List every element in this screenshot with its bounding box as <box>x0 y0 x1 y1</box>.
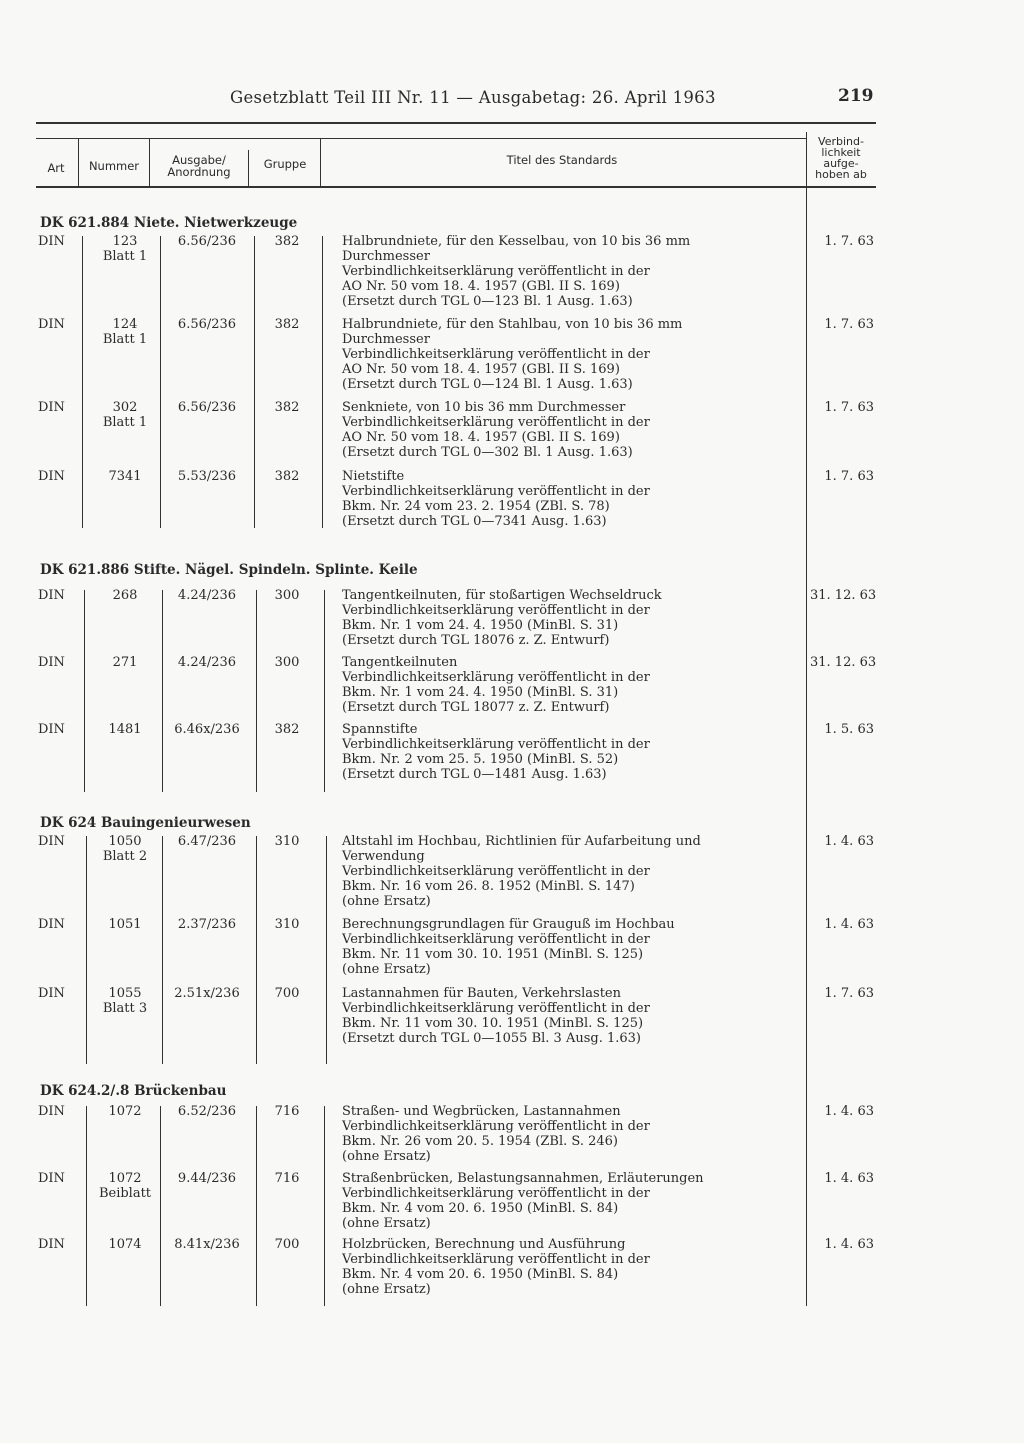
section-heading: DK 621.884 Niete. Nietwerkzeuge <box>40 215 298 231</box>
cell-nummer: 302 <box>112 400 138 415</box>
column-divider <box>254 236 255 528</box>
header-ausgabe-line1: Ausgabe/ <box>172 153 226 167</box>
cell-title-line: (Ersetzt durch TGL 0—1481 Ausg. 1.63) <box>342 767 607 782</box>
column-divider <box>256 836 257 1064</box>
cell-date: 1. 7. 63 <box>824 400 874 415</box>
cell-title-line: Verbindlichkeitserklärung veröffentlicht in der <box>342 932 650 947</box>
header-verb-line4: hoben ab <box>815 168 867 181</box>
cell-title-line: Verbindlichkeitserklärung veröffentlicht in der <box>342 864 650 879</box>
header-verb-line1: Verbind- <box>818 135 864 148</box>
cell-nummer: 1051 <box>108 917 142 932</box>
header-verb-line3: aufge- <box>823 157 859 170</box>
cell-title-line: Senkniete, von 10 bis 36 mm Durchmesser <box>342 400 626 415</box>
cell-date: 31. 12. 63 <box>810 588 877 603</box>
cell-title-line: Straßen- und Wegbrücken, Lastannahmen <box>342 1104 621 1119</box>
cell-date: 1. 4. 63 <box>824 834 874 849</box>
cell-nummer: Blatt 1 <box>102 249 148 264</box>
cell-art: DIN <box>38 1237 65 1252</box>
cell-title-line: Bkm. Nr. 1 vom 24. 4. 1950 (MinBl. S. 31) <box>342 685 619 700</box>
cell-date: 1. 4. 63 <box>824 1104 874 1119</box>
cell-title-line: (Ersetzt durch TGL 0—123 Bl. 1 Ausg. 1.63) <box>342 294 633 309</box>
column-divider <box>326 836 327 1064</box>
cell-title-line: Verbindlichkeitserklärung veröffentlicht in der <box>342 415 650 430</box>
column-divider <box>160 236 161 528</box>
cell-nummer: 271 <box>112 655 138 670</box>
header-rule-top <box>36 138 806 139</box>
cell-ausgabe: 6.46x/236 <box>174 722 240 737</box>
cell-date: 1. 7. 63 <box>824 986 874 1001</box>
cell-date: 1. 7. 63 <box>824 234 874 249</box>
cell-title-line: Bkm. Nr. 24 vom 23. 2. 1954 (ZBl. S. 78) <box>342 499 610 514</box>
cell-title-line: Bkm. Nr. 4 vom 20. 6. 1950 (MinBl. S. 84) <box>342 1201 619 1216</box>
cell-ausgabe: 2.37/236 <box>177 917 237 932</box>
cell-title-line: (ohne Ersatz) <box>342 1149 431 1164</box>
column-divider <box>162 590 163 792</box>
cell-ausgabe: 6.56/236 <box>177 317 237 332</box>
date-column-rule <box>806 186 807 1306</box>
cell-ausgabe: 6.56/236 <box>177 234 237 249</box>
cell-gruppe: 382 <box>274 469 300 484</box>
cell-nummer: Blatt 1 <box>102 415 148 430</box>
running-head: Gesetzblatt Teil III Nr. 11 — Ausgabetag: 26. April 1963 <box>230 88 716 107</box>
column-divider <box>84 590 85 792</box>
column-divider <box>86 1106 87 1306</box>
cell-date: 1. 5. 63 <box>824 722 874 737</box>
cell-nummer: 123 <box>112 234 138 249</box>
header-divider <box>149 138 150 186</box>
cell-title-line: (Ersetzt durch TGL 0—302 Bl. 1 Ausg. 1.63) <box>342 445 633 460</box>
column-divider <box>86 836 87 1064</box>
cell-title-line: Bkm. Nr. 2 vom 25. 5. 1950 (MinBl. S. 52) <box>342 752 619 767</box>
cell-art: DIN <box>38 317 65 332</box>
cell-ausgabe: 4.24/236 <box>177 655 237 670</box>
cell-title-line: Bkm. Nr. 16 vom 26. 8. 1952 (MinBl. S. 147) <box>342 879 635 894</box>
cell-art: DIN <box>38 1171 65 1186</box>
cell-art: DIN <box>38 1104 65 1119</box>
cell-title-line: Verbindlichkeitserklärung veröffentlicht in der <box>342 1119 650 1134</box>
cell-title-line: Verbindlichkeitserklärung veröffentlicht in der <box>342 1001 650 1016</box>
cell-nummer: 124 <box>112 317 138 332</box>
cell-title-line: Verbindlichkeitserklärung veröffentlicht in der <box>342 670 650 685</box>
cell-title-line: (Ersetzt durch TGL 18076 z. Z. Entwurf) <box>342 633 610 648</box>
cell-gruppe: 382 <box>274 722 300 737</box>
cell-ausgabe: 6.52/236 <box>177 1104 237 1119</box>
header-verb-line2: lichkeit <box>821 146 861 159</box>
cell-nummer: 1074 <box>108 1237 142 1252</box>
cell-title-line: Verbindlichkeitserklärung veröffentlicht in der <box>342 737 650 752</box>
cell-nummer: 1072 <box>108 1104 142 1119</box>
cell-title-line: (Ersetzt durch TGL 0—7341 Ausg. 1.63) <box>342 514 607 529</box>
cell-title-line: Bkm. Nr. 11 vom 30. 10. 1951 (MinBl. S. 125) <box>342 947 644 962</box>
column-divider <box>82 236 83 528</box>
column-divider <box>160 1106 161 1306</box>
cell-title-line: (ohne Ersatz) <box>342 1282 431 1297</box>
cell-nummer: 7341 <box>108 469 142 484</box>
cell-art: DIN <box>38 834 65 849</box>
cell-title-line: Straßenbrücken, Belastungsannahmen, Erläuterungen <box>342 1171 704 1186</box>
cell-title-line: Verbindlichkeitserklärung veröffentlicht in der <box>342 347 650 362</box>
cell-nummer: 1072 <box>108 1171 142 1186</box>
cell-ausgabe: 5.53/236 <box>177 469 237 484</box>
cell-title-line: Lastannahmen für Bauten, Verkehrslasten <box>342 986 621 1001</box>
cell-gruppe: 382 <box>274 234 300 249</box>
cell-title-line: (Ersetzt durch TGL 0—124 Bl. 1 Ausg. 1.63) <box>342 377 633 392</box>
cell-title-line: Altstahl im Hochbau, Richtlinien für Aufarbeitung und <box>342 834 701 849</box>
cell-title-line: Durchmesser <box>342 332 430 347</box>
header-divider <box>248 150 249 186</box>
section-heading: DK 621.886 Stifte. Nägel. Spindeln. Splinte. Keile <box>40 562 418 578</box>
cell-art: DIN <box>38 588 65 603</box>
column-divider <box>324 590 325 792</box>
cell-nummer: 1055 <box>108 986 142 1001</box>
cell-gruppe: 300 <box>274 655 300 670</box>
cell-ausgabe: 6.47/236 <box>177 834 237 849</box>
cell-title-line: Bkm. Nr. 1 vom 24. 4. 1950 (MinBl. S. 31) <box>342 618 619 633</box>
cell-gruppe: 382 <box>274 317 300 332</box>
header-art: Art <box>47 161 65 175</box>
cell-title-line: Verwendung <box>342 849 425 864</box>
cell-title-line: Verbindlichkeitserklärung veröffentlicht in der <box>342 264 650 279</box>
cell-date: 31. 12. 63 <box>810 655 877 670</box>
cell-art: DIN <box>38 655 65 670</box>
cell-art: DIN <box>38 986 65 1001</box>
cell-title-line: Halbrundniete, für den Kesselbau, von 10 bis 36 mm <box>342 234 691 249</box>
cell-title-line: (Ersetzt durch TGL 0—1055 Bl. 3 Ausg. 1.63) <box>342 1031 641 1046</box>
cell-title-line: AO Nr. 50 vom 18. 4. 1957 (GBl. II S. 169) <box>342 430 620 445</box>
section-heading: DK 624 Bauingenieurwesen <box>40 815 251 831</box>
column-divider <box>322 236 323 528</box>
cell-nummer: Blatt 3 <box>102 1001 148 1016</box>
cell-ausgabe: 6.56/236 <box>177 400 237 415</box>
header-nummer: Nummer <box>88 159 140 173</box>
cell-date: 1. 7. 63 <box>824 469 874 484</box>
cell-title-line: Durchmesser <box>342 249 430 264</box>
cell-nummer: 1050 <box>108 834 142 849</box>
section-heading: DK 624.2/.8 Brückenbau <box>40 1083 227 1099</box>
cell-ausgabe: 8.41x/236 <box>174 1237 240 1252</box>
cell-art: DIN <box>38 234 65 249</box>
cell-title-line: Bkm. Nr. 4 vom 20. 6. 1950 (MinBl. S. 84) <box>342 1267 619 1282</box>
cell-title-line: (ohne Ersatz) <box>342 894 431 909</box>
cell-ausgabe: 9.44/236 <box>177 1171 237 1186</box>
header-verbindlichkeit <box>808 136 874 180</box>
cell-title-line: AO Nr. 50 vom 18. 4. 1957 (GBl. II S. 169) <box>342 279 620 294</box>
cell-gruppe: 700 <box>274 1237 300 1252</box>
cell-title-line: Bkm. Nr. 26 vom 20. 5. 1954 (ZBl. S. 246) <box>342 1134 618 1149</box>
cell-title-line: Tangentkeilnuten, für stoßartigen Wechseldruck <box>342 588 662 603</box>
column-divider <box>162 836 163 1064</box>
cell-gruppe: 716 <box>274 1171 300 1186</box>
cell-date: 1. 4. 63 <box>824 917 874 932</box>
cell-title-line: Nietstifte <box>342 469 405 484</box>
cell-title-line: Verbindlichkeitserklärung veröffentlicht in der <box>342 484 650 499</box>
cell-nummer: Beiblatt <box>98 1186 152 1201</box>
cell-art: DIN <box>38 722 65 737</box>
column-divider <box>324 1106 325 1306</box>
cell-title-line: Bkm. Nr. 11 vom 30. 10. 1951 (MinBl. S. 125) <box>342 1016 644 1031</box>
cell-date: 1. 4. 63 <box>824 1237 874 1252</box>
cell-date: 1. 7. 63 <box>824 317 874 332</box>
cell-title-line: (ohne Ersatz) <box>342 1216 431 1231</box>
cell-art: DIN <box>38 917 65 932</box>
cell-nummer: Blatt 2 <box>102 849 148 864</box>
cell-ausgabe: 4.24/236 <box>177 588 237 603</box>
cell-title-line: (Ersetzt durch TGL 18077 z. Z. Entwurf) <box>342 700 610 715</box>
cell-nummer: 268 <box>112 588 138 603</box>
cell-title-line: Tangentkeilnuten <box>342 655 458 670</box>
cell-title-line: AO Nr. 50 vom 18. 4. 1957 (GBl. II S. 169) <box>342 362 620 377</box>
cell-gruppe: 310 <box>274 917 300 932</box>
cell-date: 1. 4. 63 <box>824 1171 874 1186</box>
cell-gruppe: 700 <box>274 986 300 1001</box>
header-titel: Titel des Standards <box>506 153 618 167</box>
cell-title-line: Verbindlichkeitserklärung veröffentlicht in der <box>342 603 650 618</box>
cell-title-line: (ohne Ersatz) <box>342 962 431 977</box>
cell-title-line: Halbrundniete, für den Stahlbau, von 10 bis 36 mm <box>342 317 683 332</box>
header-gruppe: Gruppe <box>263 157 307 171</box>
cell-art: DIN <box>38 400 65 415</box>
header-rule-bottom <box>36 186 876 188</box>
cell-title-line: Verbindlichkeitserklärung veröffentlicht in der <box>342 1252 650 1267</box>
column-divider <box>256 590 257 792</box>
cell-art: DIN <box>38 469 65 484</box>
cell-title-line: Spannstifte <box>342 722 418 737</box>
header-ausgabe <box>152 154 246 178</box>
page-number: 219 <box>838 86 874 106</box>
header-ausgabe-line2: Anordnung <box>167 165 231 179</box>
column-divider <box>256 1106 257 1306</box>
cell-nummer: 1481 <box>108 722 142 737</box>
cell-nummer: Blatt 1 <box>102 332 148 347</box>
cell-gruppe: 300 <box>274 588 300 603</box>
cell-title-line: Verbindlichkeitserklärung veröffentlicht in der <box>342 1186 650 1201</box>
cell-gruppe: 382 <box>274 400 300 415</box>
cell-title-line: Holzbrücken, Berechnung und Ausführung <box>342 1237 626 1252</box>
cell-ausgabe: 2.51x/236 <box>174 986 240 1001</box>
cell-gruppe: 310 <box>274 834 300 849</box>
cell-title-line: Berechnungsgrundlagen für Grauguß im Hochbau <box>342 917 675 932</box>
top-rule <box>36 122 876 124</box>
cell-gruppe: 716 <box>274 1104 300 1119</box>
